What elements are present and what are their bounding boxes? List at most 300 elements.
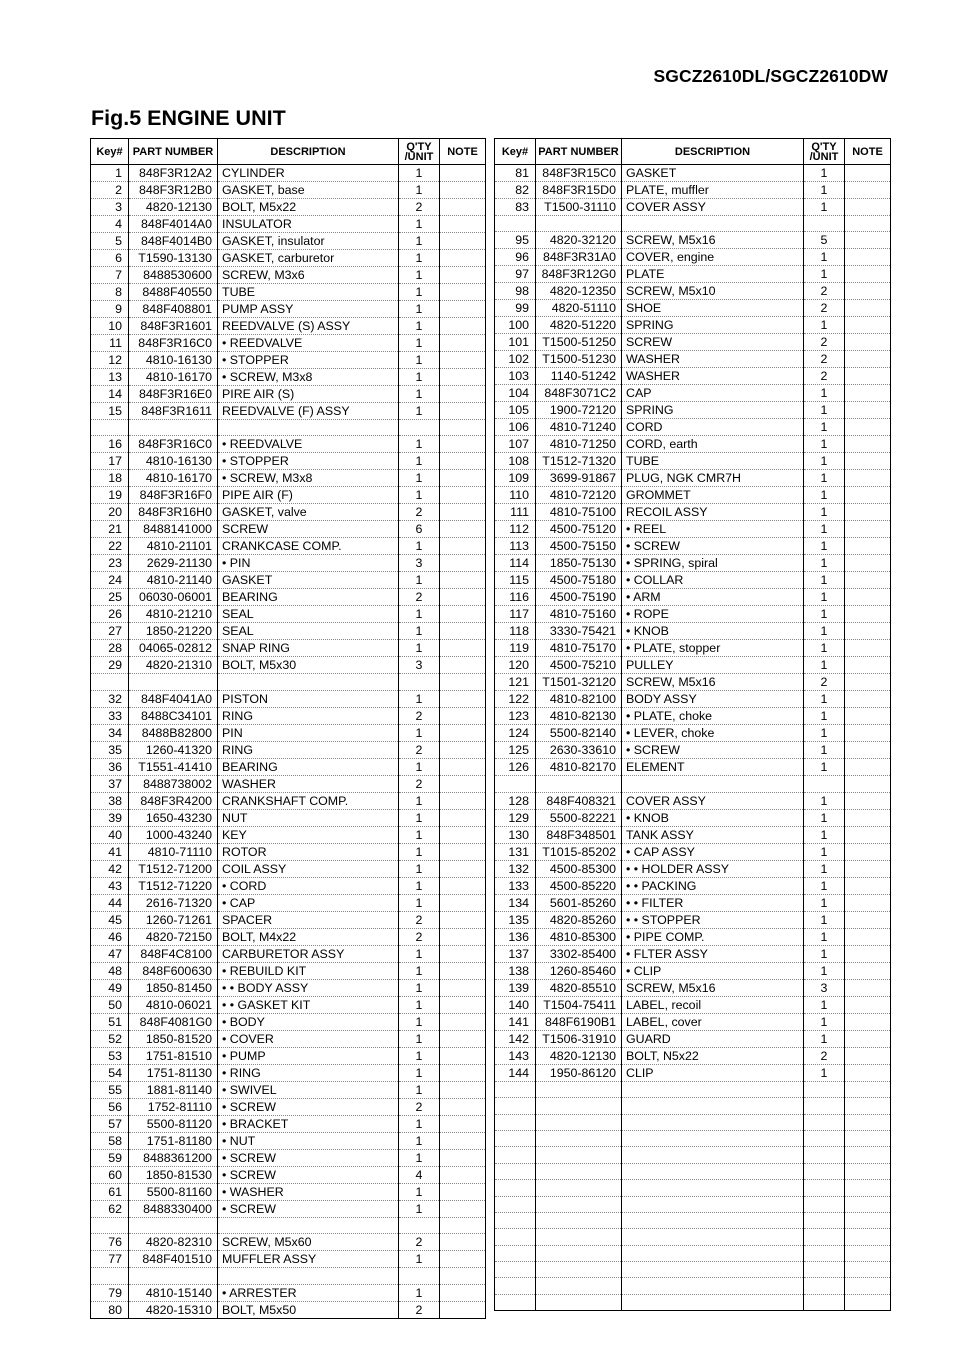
- key-cell: 81: [495, 165, 536, 182]
- table-row: [495, 1278, 891, 1294]
- description-cell: [622, 1098, 804, 1114]
- qty-cell: 1: [804, 555, 845, 572]
- qty-cell: 1: [804, 640, 845, 657]
- part-number-cell: 4810-85300: [536, 928, 622, 945]
- note-cell: [845, 538, 891, 555]
- note-cell: [845, 334, 891, 351]
- key-cell: [495, 1114, 536, 1130]
- note-cell: [440, 775, 486, 792]
- part-number-cell: 848F3R1601: [129, 318, 218, 335]
- part-number-cell: 848F600630: [129, 962, 218, 979]
- key-cell: 40: [91, 826, 129, 843]
- part-number-cell: 848F3R15C0: [536, 165, 622, 182]
- part-number-cell: 4810-75170: [536, 640, 622, 657]
- key-cell: 48: [91, 962, 129, 979]
- description-cell: • REEDVALVE: [218, 335, 399, 352]
- description-cell: GUARD: [622, 1030, 804, 1047]
- description-cell: • • BODY ASSY: [218, 979, 399, 996]
- table-row: [495, 199, 891, 216]
- part-number-cell: 848F3R12A2: [129, 165, 218, 182]
- table-row: [495, 1163, 891, 1179]
- qty-cell: [804, 776, 845, 792]
- note-cell: [440, 420, 486, 436]
- key-cell: 130: [495, 826, 536, 843]
- qty-cell: 1: [804, 606, 845, 623]
- table-row: [495, 911, 891, 928]
- key-cell: 59: [91, 1149, 129, 1166]
- key-cell: 122: [495, 691, 536, 708]
- qty-cell: 1: [804, 996, 845, 1013]
- note-cell: [440, 1268, 486, 1284]
- key-cell: 138: [495, 962, 536, 979]
- description-cell: KEY: [218, 826, 399, 843]
- note-cell: [440, 1234, 486, 1251]
- table-row: [91, 741, 486, 758]
- key-cell: [91, 420, 129, 436]
- part-number-cell: 4500-75210: [536, 657, 622, 674]
- part-number-cell: 1900-72120: [536, 402, 622, 419]
- description-cell: • FLTER ASSY: [622, 945, 804, 962]
- key-cell: 32: [91, 690, 129, 707]
- qty-cell: 2: [399, 911, 440, 928]
- table-row: [495, 640, 891, 657]
- description-cell: CARBURETOR ASSY: [218, 945, 399, 962]
- qty-cell: 1: [399, 165, 440, 182]
- part-number-cell: [536, 776, 622, 792]
- part-number-cell: 848F4081G0: [129, 1013, 218, 1030]
- part-number-cell: 848F3R12B0: [129, 182, 218, 199]
- table-row: [91, 1268, 486, 1284]
- key-cell: 28: [91, 640, 129, 657]
- table-row: [495, 1180, 891, 1196]
- qty-cell: 1: [804, 691, 845, 708]
- part-number-cell: [536, 1278, 622, 1294]
- key-cell: 47: [91, 945, 129, 962]
- key-cell: 103: [495, 368, 536, 385]
- note-cell: [845, 691, 891, 708]
- description-cell: • STOPPER: [218, 352, 399, 369]
- table-row: [495, 945, 891, 962]
- key-cell: 111: [495, 504, 536, 521]
- qty-cell: 1: [399, 690, 440, 707]
- qty-cell: 1: [399, 792, 440, 809]
- part-number-cell: 5601-85260: [536, 894, 622, 911]
- key-cell: 100: [495, 317, 536, 334]
- description-cell: PIRE AIR (S): [218, 386, 399, 403]
- note-cell: [845, 1098, 891, 1114]
- table-header-row: [91, 139, 486, 165]
- table-row: [495, 453, 891, 470]
- table-row: [91, 1064, 486, 1081]
- part-number-cell: [536, 216, 622, 232]
- part-number-cell: T1015-85202: [536, 843, 622, 860]
- description-cell: SCREW, M5x16: [622, 674, 804, 691]
- qty-cell: 1: [804, 657, 845, 674]
- qty-cell: 1: [804, 572, 845, 589]
- key-cell: 16: [91, 436, 129, 453]
- qty-header-line2: /UNIT: [404, 150, 434, 163]
- key-cell: 8: [91, 284, 129, 301]
- table-row: [91, 555, 486, 572]
- note-cell: [845, 368, 891, 385]
- key-cell: 25: [91, 589, 129, 606]
- description-cell: NUT: [218, 809, 399, 826]
- table-row: [91, 1166, 486, 1183]
- qty-cell: 1: [399, 182, 440, 199]
- note-cell: [440, 1047, 486, 1064]
- note-cell: [845, 962, 891, 979]
- qty-cell: [804, 1278, 845, 1294]
- note-cell: [440, 589, 486, 606]
- qty-cell: 1: [399, 1251, 440, 1268]
- table-row: [495, 1098, 891, 1114]
- note-cell: [845, 572, 891, 589]
- part-number-cell: 8488F40550: [129, 284, 218, 301]
- table-row: [91, 623, 486, 640]
- note-cell: [440, 911, 486, 928]
- key-cell: 43: [91, 877, 129, 894]
- key-cell: 29: [91, 657, 129, 674]
- qty-cell: 1: [399, 572, 440, 589]
- note-cell: [845, 1229, 891, 1245]
- qty-cell: 2: [804, 1047, 845, 1064]
- qty-cell: [804, 216, 845, 232]
- table-row: [495, 979, 891, 996]
- table-row: [91, 1081, 486, 1098]
- qty-header-line1: Q'TY: [406, 140, 432, 153]
- table-row: [91, 911, 486, 928]
- note-header: NOTE: [845, 139, 891, 165]
- part-number-cell: 4810-21210: [129, 606, 218, 623]
- description-cell: • RING: [218, 1064, 399, 1081]
- part-number-cell: T1501-32120: [536, 674, 622, 691]
- qty-cell: 1: [804, 759, 845, 776]
- part-number-cell: [536, 1262, 622, 1278]
- table-row: [91, 470, 486, 487]
- table-row: [91, 1183, 486, 1200]
- part-number-cell: 4820-32120: [536, 232, 622, 249]
- description-cell: TUBE: [218, 284, 399, 301]
- qty-cell: [399, 420, 440, 436]
- table-row: [91, 487, 486, 504]
- description-cell: • SCREW: [218, 1200, 399, 1217]
- key-cell: 131: [495, 843, 536, 860]
- table-row: [495, 283, 891, 300]
- part-number-cell: 848F3R31A0: [536, 249, 622, 266]
- qty-cell: 1: [399, 1149, 440, 1166]
- table-row: [495, 894, 891, 911]
- part-number-cell: [536, 1180, 622, 1196]
- table-row: [91, 1251, 486, 1268]
- key-cell: 39: [91, 809, 129, 826]
- qty-cell: 1: [804, 962, 845, 979]
- qty-cell: 1: [804, 165, 845, 182]
- description-cell: • ARRESTER: [218, 1284, 399, 1301]
- note-cell: [440, 182, 486, 199]
- note-cell: [440, 538, 486, 555]
- key-cell: 33: [91, 707, 129, 724]
- description-cell: WASHER: [218, 775, 399, 792]
- part-number-cell: 4500-75120: [536, 521, 622, 538]
- key-cell: 13: [91, 369, 129, 386]
- table-row: [91, 1047, 486, 1064]
- key-cell: 27: [91, 623, 129, 640]
- note-cell: [440, 250, 486, 267]
- qty-cell: 1: [399, 1132, 440, 1149]
- note-cell: [845, 555, 891, 572]
- table-row: [91, 352, 486, 369]
- part-number-cell: 4820-12350: [536, 283, 622, 300]
- table-row: [495, 266, 891, 283]
- note-cell: [440, 623, 486, 640]
- description-cell: BODY ASSY: [622, 691, 804, 708]
- qty-cell: 1: [804, 453, 845, 470]
- key-cell: 113: [495, 538, 536, 555]
- part-number-cell: 848F3R15D0: [536, 182, 622, 199]
- note-cell: [845, 453, 891, 470]
- qty-cell: 2: [399, 1234, 440, 1251]
- description-cell: LABEL, recoil: [622, 996, 804, 1013]
- note-header: NOTE: [440, 139, 486, 165]
- note-cell: [440, 657, 486, 674]
- key-cell: 102: [495, 351, 536, 368]
- table-row: [91, 1115, 486, 1132]
- key-cell: 139: [495, 979, 536, 996]
- key-cell: 20: [91, 504, 129, 521]
- qty-cell: 1: [399, 1081, 440, 1098]
- part-number-cell: 2616-71320: [129, 894, 218, 911]
- note-cell: [845, 436, 891, 453]
- qty-cell: 1: [399, 826, 440, 843]
- note-cell: [845, 708, 891, 725]
- qty-cell: [804, 1130, 845, 1146]
- table-row: [91, 572, 486, 589]
- note-cell: [440, 1115, 486, 1132]
- description-cell: SPRING: [622, 402, 804, 419]
- key-cell: 58: [91, 1132, 129, 1149]
- table-row: [495, 385, 891, 402]
- note-cell: [440, 809, 486, 826]
- key-cell: 60: [91, 1166, 129, 1183]
- note-cell: [440, 199, 486, 216]
- note-cell: [440, 318, 486, 335]
- part-number-cell: 4810-16130: [129, 453, 218, 470]
- part-number-cell: 848F348501: [536, 826, 622, 843]
- note-cell: [440, 945, 486, 962]
- note-cell: [440, 928, 486, 945]
- part-number-cell: 1850-75130: [536, 555, 622, 572]
- table-row: [91, 318, 486, 335]
- qty-cell: 3: [399, 555, 440, 572]
- table-row: [91, 589, 486, 606]
- note-cell: [440, 487, 486, 504]
- part-number-cell: [536, 1081, 622, 1097]
- part-number-cell: [536, 1130, 622, 1146]
- part-number-cell: 4500-75190: [536, 589, 622, 606]
- description-cell: GASKET: [218, 572, 399, 589]
- note-cell: [440, 674, 486, 690]
- description-cell: PLUG, NGK CMR7H: [622, 470, 804, 487]
- description-cell: • BRACKET: [218, 1115, 399, 1132]
- qty-cell: 1: [804, 826, 845, 843]
- description-cell: RING: [218, 707, 399, 724]
- description-cell: • SWIVEL: [218, 1081, 399, 1098]
- table-row: [495, 674, 891, 691]
- table-row: [91, 724, 486, 741]
- table-row: [91, 165, 486, 182]
- part-number-cell: 1260-41320: [129, 741, 218, 758]
- qty-cell: 1: [804, 860, 845, 877]
- table-row: [91, 436, 486, 453]
- description-cell: GASKET, carburetor: [218, 250, 399, 267]
- description-cell: WASHER: [622, 351, 804, 368]
- key-cell: 140: [495, 996, 536, 1013]
- qty-cell: 1: [804, 843, 845, 860]
- part-number-cell: 4810-15140: [129, 1284, 218, 1301]
- description-cell: BOLT, M5x50: [218, 1301, 399, 1318]
- table-row: [91, 1200, 486, 1217]
- qty-cell: 1: [399, 233, 440, 250]
- key-cell: 101: [495, 334, 536, 351]
- note-cell: [440, 284, 486, 301]
- key-cell: 109: [495, 470, 536, 487]
- key-cell: 18: [91, 470, 129, 487]
- qty-cell: 1: [399, 538, 440, 555]
- key-cell: 38: [91, 792, 129, 809]
- qty-cell: 1: [804, 538, 845, 555]
- key-cell: 82: [495, 182, 536, 199]
- table-row: [91, 420, 486, 436]
- qty-cell: 1: [399, 809, 440, 826]
- description-cell: SEAL: [218, 606, 399, 623]
- table-row: [495, 708, 891, 725]
- description-cell: • • FILTER: [622, 894, 804, 911]
- note-cell: [440, 436, 486, 453]
- qty-cell: 1: [399, 1115, 440, 1132]
- note-cell: [845, 877, 891, 894]
- part-number-cell: 1850-21220: [129, 623, 218, 640]
- qty-cell: 1: [804, 182, 845, 199]
- qty-cell: [399, 1268, 440, 1284]
- description-cell: CRANKSHAFT COMP.: [218, 792, 399, 809]
- table-row: [495, 776, 891, 792]
- note-cell: [845, 199, 891, 216]
- qty-cell: 1: [399, 843, 440, 860]
- qty-cell: [804, 1081, 845, 1097]
- qty-cell: 2: [804, 300, 845, 317]
- table-row: [495, 860, 891, 877]
- table-row: [91, 1132, 486, 1149]
- description-cell: CORD, earth: [622, 436, 804, 453]
- note-cell: [845, 1163, 891, 1179]
- qty-cell: 2: [399, 504, 440, 521]
- description-cell: [622, 216, 804, 232]
- note-cell: [845, 419, 891, 436]
- note-cell: [440, 352, 486, 369]
- table-row: [495, 606, 891, 623]
- qty-cell: [804, 1180, 845, 1196]
- part-number-cell: 1650-43230: [129, 809, 218, 826]
- part-number-cell: 848F401510: [129, 1251, 218, 1268]
- qty-cell: 2: [399, 589, 440, 606]
- description-cell: • LEVER, choke: [622, 725, 804, 742]
- note-cell: [440, 877, 486, 894]
- part-number-cell: 4810-71240: [536, 419, 622, 436]
- description-cell: • • HOLDER ASSY: [622, 860, 804, 877]
- table-row: [495, 1147, 891, 1163]
- note-cell: [845, 843, 891, 860]
- description-cell: SCREW, M3x6: [218, 267, 399, 284]
- description-cell: WASHER: [622, 368, 804, 385]
- note-cell: [440, 1200, 486, 1217]
- key-cell: [495, 1229, 536, 1245]
- part-number-cell: [129, 420, 218, 436]
- note-cell: [845, 894, 891, 911]
- description-cell: • NUT: [218, 1132, 399, 1149]
- description-cell: REEDVALVE (F) ASSY: [218, 403, 399, 420]
- table-row: [91, 945, 486, 962]
- note-cell: [845, 1130, 891, 1146]
- part-number-cell: 8488361200: [129, 1149, 218, 1166]
- table-row: [495, 623, 891, 640]
- description-cell: [218, 674, 399, 690]
- table-row: [495, 249, 891, 266]
- description-cell: SCREW, M5x60: [218, 1234, 399, 1251]
- key-cell: 23: [91, 555, 129, 572]
- table-row: [91, 962, 486, 979]
- key-cell: [91, 1268, 129, 1284]
- qty-cell: 1: [399, 369, 440, 386]
- table-row: [91, 386, 486, 403]
- key-cell: [91, 1217, 129, 1233]
- table-row: [495, 487, 891, 504]
- table-row: [495, 1030, 891, 1047]
- note-cell: [845, 283, 891, 300]
- qty-cell: 1: [804, 317, 845, 334]
- key-cell: 11: [91, 335, 129, 352]
- note-cell: [440, 1217, 486, 1233]
- table-row: [495, 1229, 891, 1245]
- key-cell: 61: [91, 1183, 129, 1200]
- table-row: [495, 470, 891, 487]
- table-row: [495, 182, 891, 199]
- table-row: [91, 606, 486, 623]
- note-cell: [440, 1030, 486, 1047]
- description-cell: SHOE: [622, 300, 804, 317]
- note-cell: [845, 317, 891, 334]
- key-cell: 129: [495, 809, 536, 826]
- part-number-cell: 4810-71110: [129, 843, 218, 860]
- key-cell: 112: [495, 521, 536, 538]
- part-number-cell: 848F4014B0: [129, 233, 218, 250]
- part-number-cell: 4500-75180: [536, 572, 622, 589]
- description-cell: GASKET, insulator: [218, 233, 399, 250]
- qty-cell: 4: [399, 1166, 440, 1183]
- description-cell: • REEDVALVE: [218, 436, 399, 453]
- qty-cell: [804, 1229, 845, 1245]
- qty-cell: [804, 1098, 845, 1114]
- qty-cell: 1: [804, 385, 845, 402]
- description-cell: [622, 1262, 804, 1278]
- key-cell: 132: [495, 860, 536, 877]
- key-cell: 24: [91, 572, 129, 589]
- note-cell: [845, 1294, 891, 1310]
- key-cell: 22: [91, 538, 129, 555]
- description-cell: GASKET, valve: [218, 504, 399, 521]
- table-row: [495, 504, 891, 521]
- note-cell: [845, 1278, 891, 1294]
- description-cell: • CAP ASSY: [622, 843, 804, 860]
